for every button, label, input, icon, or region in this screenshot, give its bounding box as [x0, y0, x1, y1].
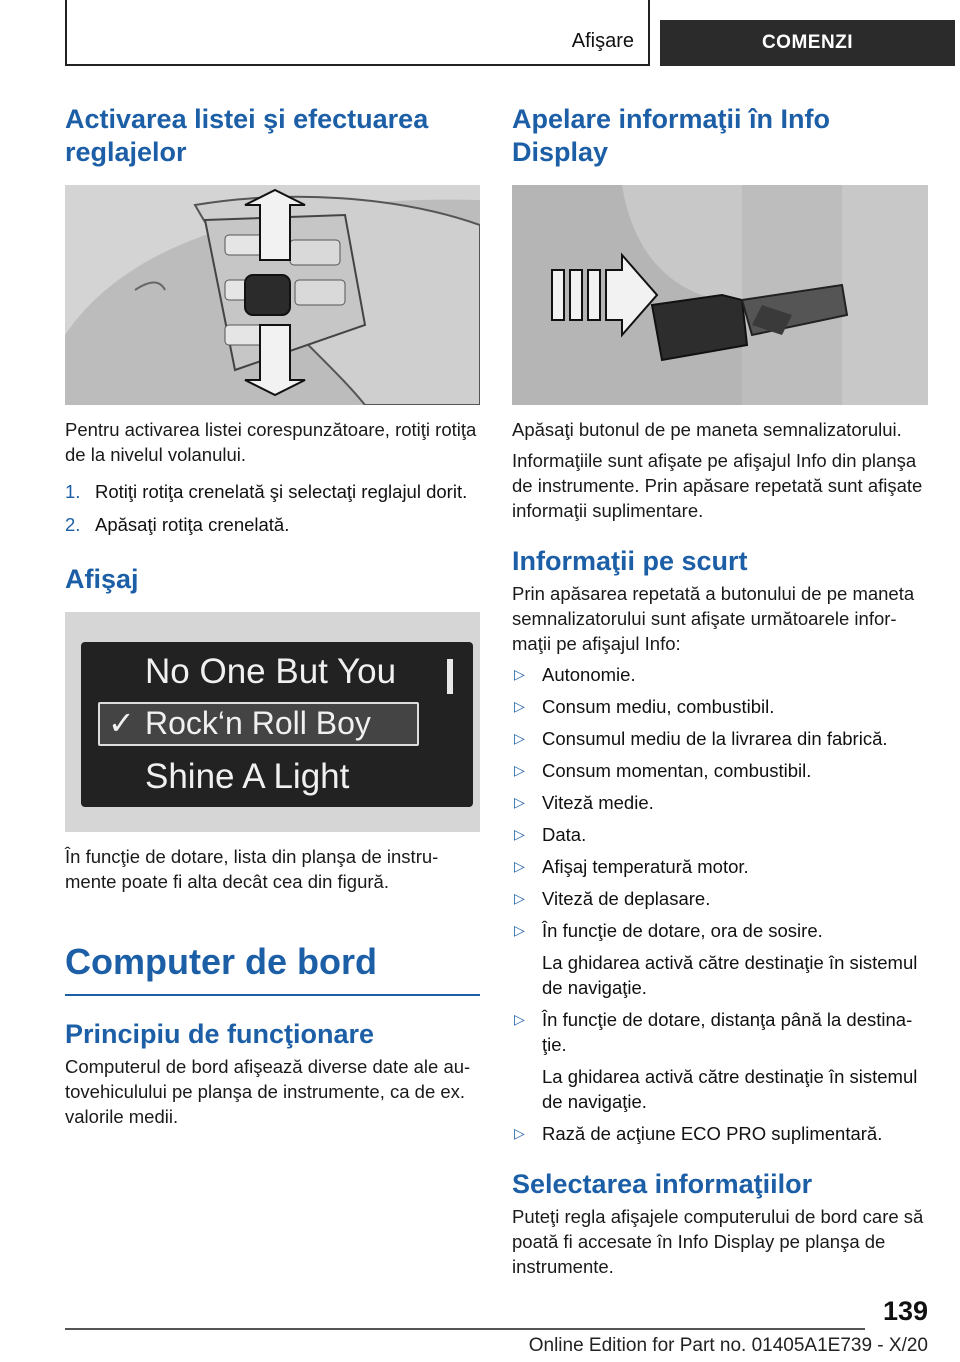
- heading-call-info: Apelare informaţii în Info Display: [512, 104, 831, 167]
- bullet-item: [512, 886, 928, 911]
- right-column: [512, 100, 928, 1279]
- step-number: 1.: [65, 481, 81, 502]
- principle-text: Computerul de bord afişează diverse date ale autovehiculului pe planşa de instrumente, ca de ex. valorile medii.: [65, 1055, 471, 1127]
- display-item-2: Rock‘n Roll Boy: [145, 705, 371, 741]
- triangle-bullet-icon: ▷: [514, 1011, 525, 1027]
- heading-short-info: Informaţii pe scurt: [512, 546, 748, 576]
- bullet-item: [512, 662, 928, 687]
- heading-select-info: Selectarea informaţiilor: [512, 1169, 813, 1199]
- display-figure: [65, 612, 480, 832]
- header-underline: [65, 64, 650, 66]
- heading-principle: Principiu de funcţionare: [65, 1018, 375, 1049]
- select-info-text: Puteţi regla afişajele computerului de bord care să poată fi accesate în Info Display pe planşa de instrumente.: [512, 1206, 924, 1277]
- heading-display: Afişaj: [65, 564, 139, 594]
- header-section-title: Afişare: [571, 30, 634, 52]
- triangle-bullet-icon: ▷: [514, 730, 525, 746]
- triangle-bullet-icon: ▷: [514, 826, 525, 842]
- triangle-bullet-icon: ▷: [514, 890, 525, 906]
- header-chapter-tab[interactable]: COMENZI: [660, 20, 955, 66]
- triangle-bullet-icon: ▷: [514, 698, 525, 714]
- heading-board-computer: Computer de bord: [65, 941, 377, 982]
- info-bullet-list: [512, 662, 928, 1146]
- steering-wheel-illustration: [65, 185, 480, 405]
- step-item: [65, 512, 480, 537]
- bullet-text: Data.: [542, 824, 587, 845]
- bullet-text: Viteză medie.: [542, 792, 654, 813]
- footer-rule: [65, 1328, 865, 1330]
- step-text: Rotiţi rotiţa crenelată şi selectaţi reglajul dorit.: [95, 481, 468, 502]
- short-info-intro: Prin apăsarea repetată a butonului de pe maneta semnalizatorului sunt afişate următoarele informaţii pe afişajul Info:: [512, 583, 915, 654]
- bullet-text: În funcţie de dotare, ora de sosire.: [542, 920, 823, 941]
- bullet-text: Consumul mediu de la livrarea din fabrică.: [542, 728, 888, 749]
- bullet-item: [512, 694, 928, 719]
- bullet-item: [512, 790, 928, 815]
- heading-rule: [65, 994, 480, 996]
- triangle-bullet-icon: ▷: [514, 858, 525, 874]
- bullet-subtext: La ghidarea activă către destinaţie în sistemul de navigaţie.: [542, 1066, 918, 1112]
- bullet-text: Afişaj temperatură motor.: [542, 856, 749, 877]
- bullet-text: Rază de acţiune ECO PRO suplimentară.: [542, 1123, 883, 1144]
- call-instruction: Apăsaţi butonul de pe maneta semnalizatorului.: [512, 419, 902, 440]
- triangle-bullet-icon: ▷: [514, 666, 525, 682]
- page-header: [0, 0, 960, 66]
- bullet-text: Viteză de deplasare.: [542, 888, 711, 909]
- bullet-subtext: La ghidarea activă către destinaţie în sistemul de navigaţie.: [542, 952, 918, 998]
- display-check-icon: ✓: [108, 705, 135, 741]
- steering-wheel-figure: [65, 185, 480, 405]
- bullet-item: [512, 854, 928, 879]
- page-number: 139: [882, 1296, 928, 1326]
- left-column: [65, 100, 480, 1129]
- step-number: 2.: [65, 514, 81, 535]
- activate-steps-list: [65, 479, 480, 537]
- triangle-bullet-icon: ▷: [514, 922, 525, 938]
- bullet-item: [512, 726, 928, 751]
- triangle-bullet-icon: ▷: [514, 1125, 525, 1141]
- display-note: În funcţie de dotare, lista din planşa de instrumente poate fi alta decât cea din figură.: [65, 846, 439, 892]
- turn-signal-illustration: [512, 185, 928, 405]
- bullet-item: [512, 918, 928, 1000]
- step-item: [65, 479, 480, 504]
- heading-activate-list: Activarea listei şi efectuarea reglajelor: [65, 104, 429, 167]
- header-divider-right: [648, 0, 650, 66]
- bullet-text: Autonomie.: [542, 664, 636, 685]
- display-item-3: Shine A Light: [145, 757, 350, 796]
- turn-signal-figure: [512, 185, 928, 405]
- activate-instructions: Pentru activarea listei corespunzătoare, rotiţi rotiţa de la nivelul volanului.: [65, 419, 477, 465]
- bullet-item: [512, 758, 928, 783]
- bullet-text: Consum momentan, combustibil.: [542, 760, 812, 781]
- bullet-item: [512, 1007, 928, 1114]
- bullet-text: În funcţie de dotare, distanţa până la destinaţie.: [542, 1009, 913, 1055]
- step-text: Apăsaţi rotiţa crenelată.: [95, 514, 290, 535]
- display-scrollbar: [447, 659, 453, 694]
- bullet-item: [512, 1121, 928, 1146]
- display-item-1: No One But You: [145, 652, 397, 691]
- bullet-text: Consum mediu, combustibil.: [542, 696, 775, 717]
- call-description: Informaţiile sunt afişate pe afişajul Info din planşa de instrumente. Prin apăsare repetată sunt afişate informaţii suplimentare.: [512, 450, 923, 521]
- triangle-bullet-icon: ▷: [514, 794, 525, 810]
- triangle-bullet-icon: ▷: [514, 762, 525, 778]
- header-divider-left: [65, 0, 67, 66]
- bullet-item: [512, 822, 928, 847]
- footer-edition: Online Edition for Part no. 01405A1E739 - X/20: [528, 1335, 928, 1356]
